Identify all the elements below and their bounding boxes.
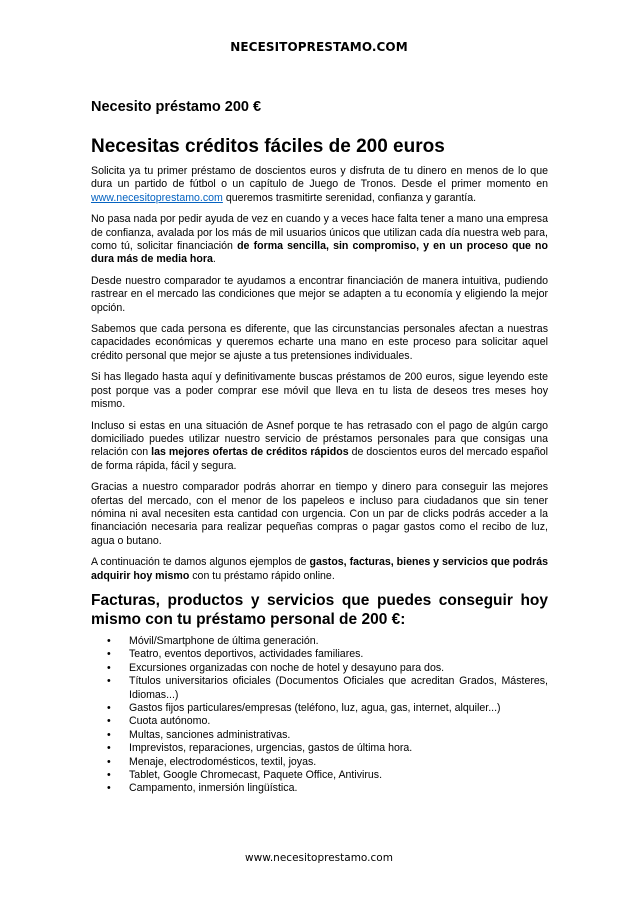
bullet-icon: • <box>107 769 111 782</box>
list-item <box>107 755 548 769</box>
paragraph-asnef <box>91 420 548 474</box>
bullet-icon: • <box>107 742 111 755</box>
list-item-text: Campamento, inmersión lingüística. <box>129 782 298 795</box>
paragraph-comparator: Desde nuestro comparador te ayudamos a encontrar financiación de manera intuitiva, pudiendo rastrear en el mercado las condiciones que mejor se adapten a tu economía y eligiendo la mejor opción. <box>91 274 548 314</box>
paragraph-confidence <box>91 213 548 267</box>
bullet-icon: • <box>107 661 111 674</box>
list-item <box>107 648 548 661</box>
paragraph-text: Incluso si estas en una situación de Asnef porque te has retrasado con el pago de algún cargo domiciliado puedes utilizar nuestro servicio de préstamos personales para que consigas una relación con <box>91 419 548 459</box>
paragraph-text: Solicita ya tu primer préstamo de doscientos euros y disfruta de tu dinero en menos de lo que dura un partido de fútbol o un capítulo de Juego de Tronos. Desde el primer momento en <box>91 165 548 191</box>
list-item <box>107 769 548 782</box>
page-subtitle: Necesito préstamo 200 € <box>91 99 262 115</box>
page-footer: www.necesitoprestamo.com <box>245 852 393 864</box>
paragraph-savings: Gracias a nuestro comparador podrás ahorrar en tiempo y dinero para conseguir las mejores ofertas del mercado, con el menor de los papeleos e incluso para ciudadanos que sin tener nómina ni aval necesiten esta cantidad con urgencia. Con un par de clicks podrás acceder a la financiación necesaria para realizar pequeñas compras o pagar gastos como el recibo de luz, agua o butano. <box>91 481 548 547</box>
list-item-text: Multas, sanciones administrativas. <box>129 728 291 741</box>
list-item <box>107 634 548 648</box>
paragraph-keep-reading: Si has llegado hasta aquí y definitivamente buscas préstamos de 200 euros, sigue leyendo este post porque vas a poder comprar ese móvil que lleva en tu lista de deseos tres meses hoy mismo. <box>91 371 548 411</box>
paragraph-text: . <box>212 253 216 266</box>
list-item <box>107 702 548 715</box>
list-item-text: Menaje, electrodomésticos, textil, joyas. <box>129 755 317 768</box>
list-item-text: Excursiones organizadas con noche de hotel y desayuno para dos. <box>129 661 445 674</box>
bullet-icon: • <box>107 728 111 741</box>
list-item-text: Títulos universitarios oficiales (Documentos Oficiales que acreditan Grados, Másteres, Idiomas...) <box>129 675 548 701</box>
list-item-text: Tablet, Google Chromecast, Paquete Office, Antivirus. <box>129 769 383 782</box>
emphasis-text: gastos, facturas, bienes y servicios que podrás adquirir hoy mismo <box>91 556 549 582</box>
list-item <box>107 661 548 675</box>
list-item <box>107 675 548 702</box>
page-header: NECESITOPRESTAMO.COM <box>230 40 408 54</box>
paragraph-examples <box>91 556 548 583</box>
list-item-text: Imprevistos, reparaciones, urgencias, gastos de última hora. <box>129 742 413 755</box>
site-link[interactable]: www.necesitoprestamo.com <box>91 191 223 204</box>
emphasis-text: de forma sencilla, sin compromiso, y en un proceso que no dura más de media hora <box>91 240 548 266</box>
paragraph-personal: Sabemos que cada persona es diferente, que las circunstancias personales afectan a nuestras capacidades económicas y queremos echarte una mano en este proceso para solicitar aquel crédito personal que mejor se ajuste a tus pretensiones individuales. <box>91 323 548 362</box>
list-item-text: Móvil/Smartphone de última generación. <box>129 634 319 647</box>
list-item-text: Teatro, eventos deportivos, actividades familiares. <box>129 648 364 661</box>
bullet-icon: • <box>107 702 111 714</box>
bullet-icon: • <box>107 634 111 647</box>
section-title: Facturas, productos y servicios que puedes conseguir hoy mismo con tu préstamo personal de 200 €: <box>91 591 548 628</box>
list-item <box>107 782 548 795</box>
list-item <box>107 728 548 742</box>
document-body <box>91 98 548 796</box>
paragraph-intro <box>91 165 548 205</box>
bullet-icon: • <box>107 782 111 795</box>
bullet-icon: • <box>107 715 111 728</box>
paragraph-text: A continuación te damos algunos ejemplos de <box>91 556 310 569</box>
paragraph-text: No pasa nada por pedir ayuda de vez en cuando y a veces hace falta tener a mano una empresa de confianza, avalada por los más de mil usuarios únicos que utilizan cada día nuestra web para, como tú, solicitar financiación <box>91 213 548 253</box>
examples-list <box>91 635 548 796</box>
list-item-text: Cuota autónomo. <box>129 715 211 728</box>
paragraph-text: de doscientos euros del mercado español de forma rápida, fácil y segura. <box>91 446 548 472</box>
emphasis-text: las mejores ofertas de créditos rápidos <box>151 446 349 459</box>
bullet-icon: • <box>107 755 111 768</box>
bullet-icon: • <box>107 675 111 688</box>
paragraph-text: queremos trasmitirte serenidad, confianza y garantía. <box>222 191 477 204</box>
paragraph-text: con tu préstamo rápido online. <box>189 569 335 582</box>
page-title: Necesitas créditos fáciles de 200 euros <box>91 136 445 157</box>
list-item-text: Gastos fijos particulares/empresas (teléfono, luz, agua, gas, internet, alquiler...) <box>129 702 501 714</box>
bullet-icon: • <box>107 648 111 661</box>
list-item <box>107 715 548 728</box>
list-item <box>107 742 548 755</box>
